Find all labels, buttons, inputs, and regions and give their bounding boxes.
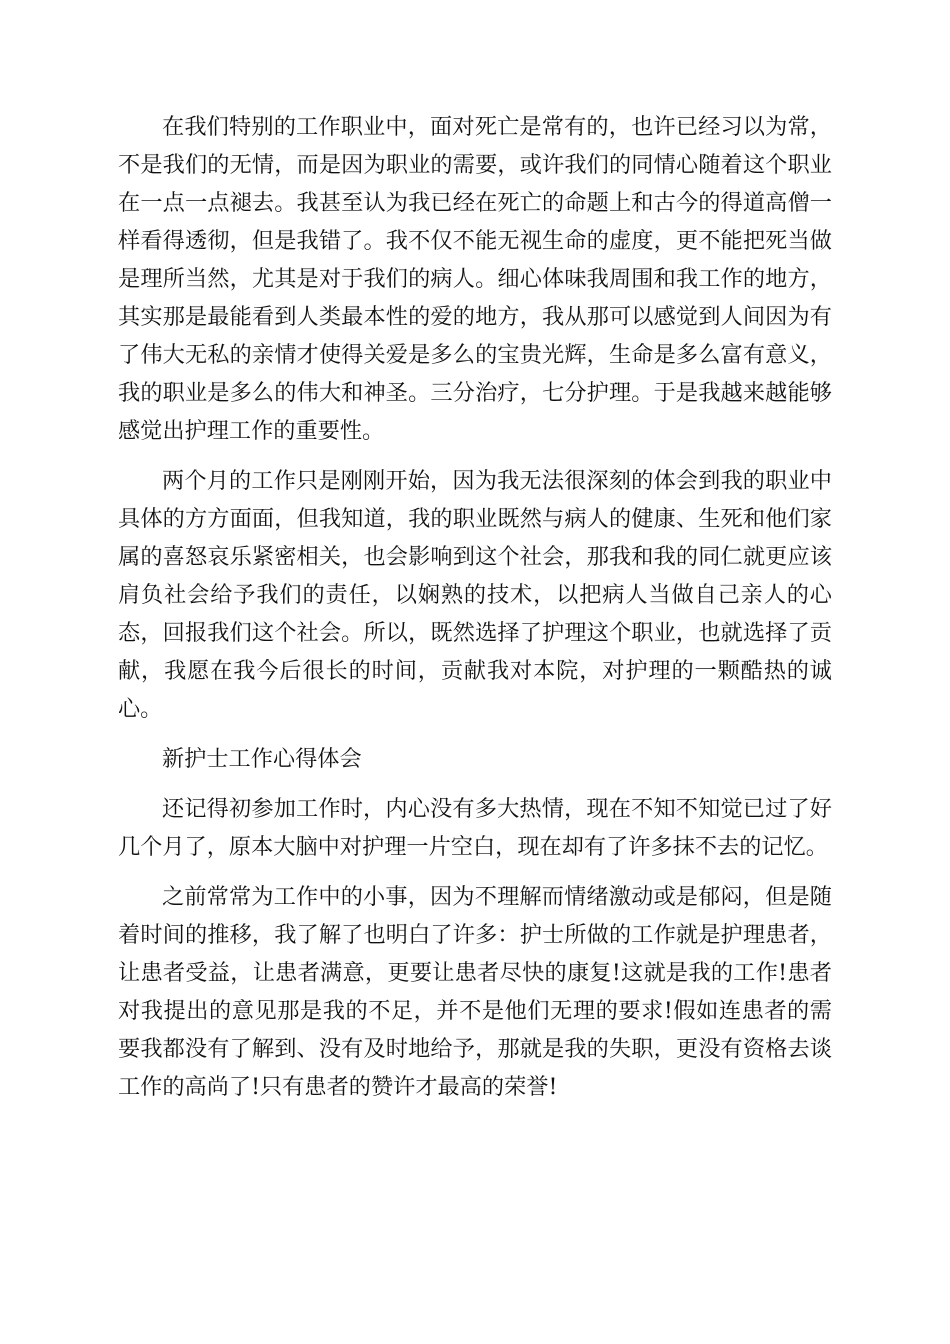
paragraph-first-job-memory: 还记得初参加工作时，内心没有多大热情，现在不知不知觉已过了好几个月了，原本大脑中对护理一片空白，现在却有了许多抹不去的记忆。 — [118, 796, 832, 860]
document-page — [118, 108, 832, 1118]
paragraph-death-reflection: 在我们特别的工作职业中，面对死亡是常有的，也许已经习以为常，不是我们的无情，而是因为职业的需要，或许我们的同情心随着这个职业在一点一点褪去。我甚至认为我已经在死亡的命题上和古今的得道高僧一样看得透彻，但是我错了。我不仅不能无视生命的虚度，更不能把死当做是理所当然，尤其是对于我们的病人。细心体味我周围和我工作的地方，其实那是最能看到人类最本性的爱的地方，我从那可以感觉到人间因为有了伟大无私的亲情才使得关爱是多么的宝贵光辉，生命是多么富有意义，我的职业是多么的伟大和神圣。三分治疗，七分护理。于是我越来越能够感觉出护理工作的重要性。 — [118, 114, 832, 444]
paragraph-two-months-work: 两个月的工作只是刚刚开始，因为我无法很深刻的体会到我的职业中具体的方方面面，但我知道，我的职业既然与病人的健康、生死和他们家属的喜怒哀乐紧密相关，也会影响到这个社会，那我和我的同仁就更应该肩负社会给予我们的责任，以娴熟的技术，以把病人当做自己亲人的心态，回报我们这个社会。所以，既然选择了护理这个职业，也就选择了贡献，我愿在我今后很长的时间，贡献我对本院，对护理的一颗酷热的诚心。 — [118, 468, 832, 722]
paragraph-nurse-duties: 之前常常为工作中的小事，因为不理解而情绪激动或是郁闷，但是随着时间的推移，我了解了也明白了许多：护士所做的工作就是护理患者，让患者受益，让患者满意，更要让患者尽快的康复!这就是我的工作!患者对我提出的意见那是我的不足，并不是他们无理的要求!假如连患者的需要我都没有了解到、没有及时地给予，那就是我的失职，更没有资格去谈工作的高尚了!只有患者的赞许才最高的荣誉! — [118, 884, 832, 1100]
section-heading: 新护士工作心得体会 — [162, 746, 362, 772]
